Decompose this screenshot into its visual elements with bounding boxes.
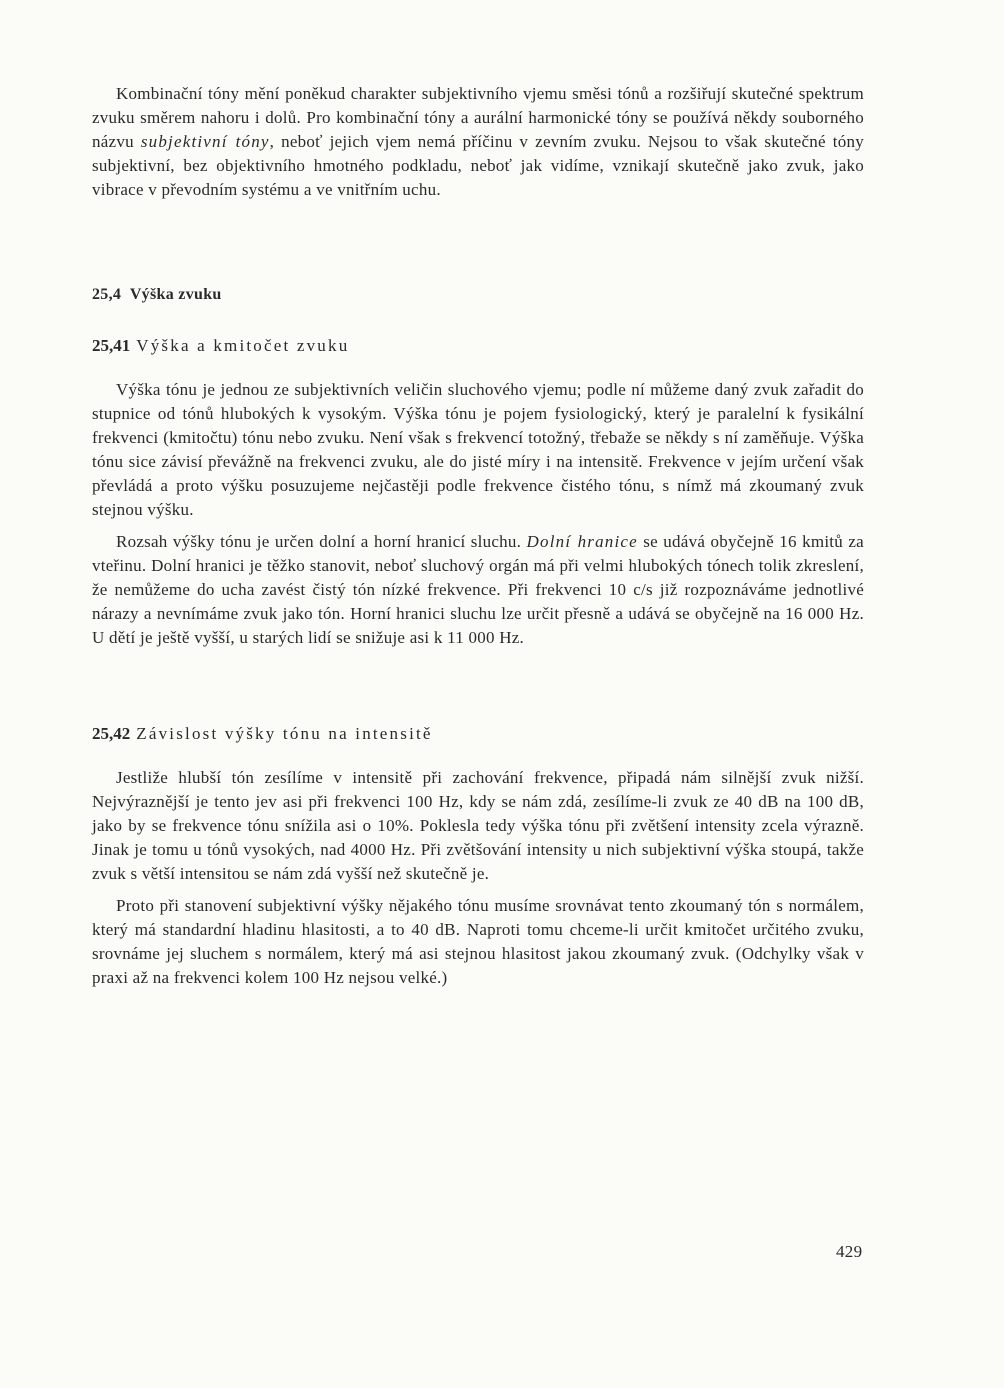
term-lower-limit: Dolní hranice [526,532,638,551]
paragraph-25-41-1: Výška tónu je jednou ze subjektivních veličin sluchového vjemu; podle ní můžeme daný zvuk zařadit do stupnice od tónů hlubokých k vysokým. Výška tónu je pojem fysiologický, který je paralelní k fysikální frekvenci (kmitočtu) tónu nebo zvuku. Není však s frekvencí totožný, třebaže se někdy s ní zaměňuje. Výška tónu sice závisí převážně na frekvenci zvuku, ale do jisté míry i na intensitě. Frekvence v jejím určení však převládá a proto výšku posuzujeme nejčastěji podle frekvence čistého tónu, s nímž má zkoumaný zvuk stejnou výšku. [92,380,864,519]
section-heading-25-4: 25,4 Výška zvuku [92,286,222,303]
paragraph-25-42-1: Jestliže hlubší tón zesílíme v intensitě při zachování frekvence, připadá nám silnější zvuk nižší. Nejvýraznější je tento jev asi při frekvenci 100 Hz, kdy se nám zdá, zesílíme-li zvuk ze 40 dB na 100 dB, jako by se frekvence tónu snížila asi o 10%. Poklesla tedy výška tónu při zvětšení intensity zcela výrazně. Jinak je tomu u tónů vysokých, nad 4000 Hz. Při zvětšování intensity u nich subjektivní výška stoupá, takže zvuk s větší intensitou se nám zdá vyšší než skutečně je. [92,768,864,883]
intro-paragraph: Kombinační tóny mění poněkud charakter subjektivního vjemu směsi tónů a rozšiřují skutečné spektrum zvuku směrem nahoru i dolů. Pro kombinační tóny a aurální harmonické tóny se používá někdy souborného názvu subjektivní tóny, neboť jejich vjem nemá příčinu v zevním zvuku. Nejsou to však skutečné tóny subjektivní, bez objektivního hmotného podkladu, neboť jak vidíme, vznikají skutečně jako zvuk, jako vibrace v převodním systému a ve vnitřním uchu. [92,84,864,199]
page-number: 429 [836,1242,863,1261]
book-page [92,82,864,990]
paragraph-25-42-2: Proto při stanovení subjektivní výšky nějakého tónu musíme srovnávat tento zkoumaný tón s normálem, který má standardní hladinu hlasitosti, a to 40 dB. Naproti tomu chceme-li určit kmitočet určitého zvuku, srovnáme jej sluchem s normálem, který má asi stejnou hlasitost jakou zkoumaný zvuk. (Odchylky však v praxi až na frekvenci kolem 100 Hz nejsou velké.) [92,896,864,987]
section-heading-25-41: 25,41 Výška a kmitočet zvuku [92,336,350,355]
paragraph-25-41-2: Rozsah výšky tónu je určen dolní a horní hranicí sluchu. Dolní hranice se udává obyčejně 16 kmitů za vteřinu. Dolní hranici je těžko stanovit, neboť sluchový orgán má při velmi hlubokých tónech tolik zkreslení, že nemůžeme do ucha zavést čistý tón nízké frekvence. Při frekvenci 10 c/s již rozpoznáváme jednotlivé nárazy a nevnímáme zvuk jako tón. Horní hranici sluchu lze určit přesně a udává se obyčejně na 16 000 Hz. U dětí je ještě vyšší, u starých lidí se snižuje asi k 11 000 Hz. [92,532,864,647]
section-heading-25-42: 25,42 Závislost výšky tónu na intensitě [92,724,433,743]
term-subjective-tones: subjektivní tóny [140,132,270,151]
